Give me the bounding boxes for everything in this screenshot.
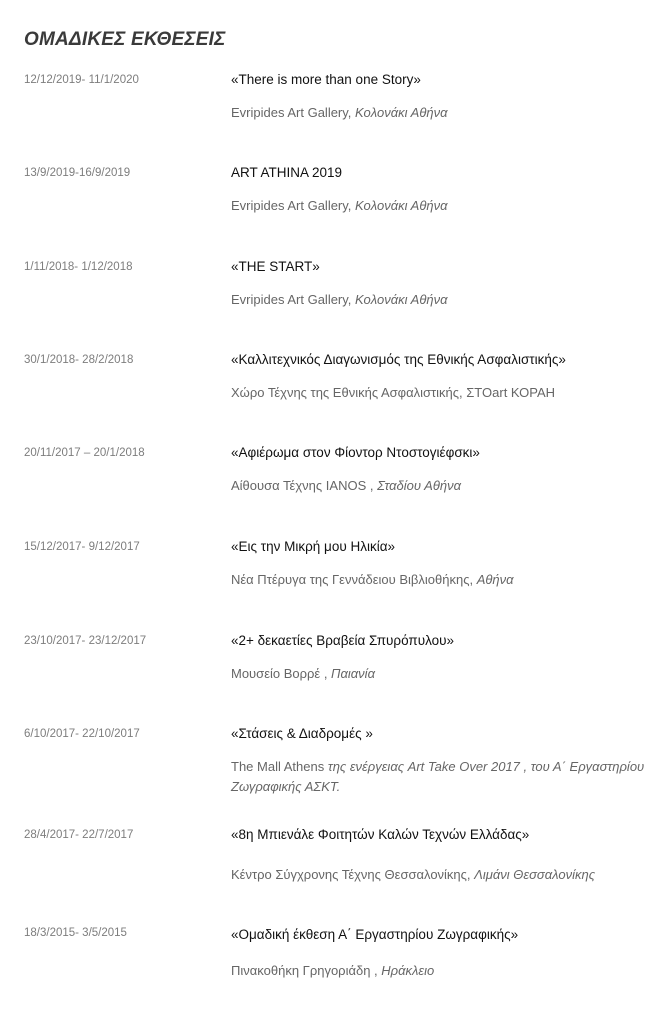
- exhibition-date: 13/9/2019-16/9/2019: [24, 167, 131, 179]
- exhibition-title: «Εις την Μικρή μου Ηλικία»: [231, 539, 396, 554]
- section-heading: ΟΜΑΔΙΚΕΣ ΕΚΘΕΣΕΙΣ: [24, 29, 226, 50]
- exhibition-date: 1/11/2018- 1/12/2018: [24, 261, 133, 273]
- venue-place: Σταδίου Αθήνα: [377, 478, 462, 493]
- exhibition-title: «2+ δεκαετίες Βραβεία Σπυρόπυλου»: [231, 633, 455, 648]
- exhibition-venue: [231, 664, 651, 684]
- venue-name: Χώρο Τέχνης της Εθνικής Ασφαλιστικής, ΣΤΟart ΚΟΡΑΗ: [231, 385, 556, 400]
- venue-name: Μουσείο Βορρέ ,: [231, 666, 332, 681]
- exhibition-title: ART ATHINA 2019: [231, 165, 343, 180]
- exhibition-date: 6/10/2017- 22/10/2017: [24, 728, 140, 740]
- venue-place: Αθήνα: [476, 572, 514, 587]
- exhibition-title: «8η Μπιενάλε Φοιτητών Καλών Τεχνών Ελλάδας»: [231, 827, 530, 842]
- exhibition-date: 28/4/2017- 22/7/2017: [24, 829, 134, 841]
- exhibition-date: 18/3/2015- 3/5/2015: [24, 927, 127, 939]
- exhibition-venue: [231, 570, 651, 590]
- venue-name: Πινακοθήκη Γρηγοριάδη ,: [231, 963, 382, 978]
- exhibition-title: «There is more than one Story»: [231, 72, 421, 87]
- venue-place: Ηράκλειο: [381, 963, 435, 978]
- exhibition-date: 12/12/2019- 11/1/2020: [24, 74, 139, 86]
- venue-name: Κέντρο Σύγχρονης Τέχνης Θεσσαλονίκης,: [231, 867, 475, 882]
- venue-name: Αίθουσα Τέχνης ΙΑΝΟS ,: [231, 478, 378, 493]
- exhibition-title: «Ομαδική έκθεση Α΄ Εργαστηρίου Ζωγραφικής»: [231, 927, 519, 942]
- exhibition-venue: [231, 865, 651, 885]
- exhibition-title: «Στάσεις & Διαδρομές »: [231, 726, 373, 741]
- venue-name: Evripides Art Gallery,: [231, 105, 356, 120]
- venue-place: Κολονάκι Αθήνα: [355, 198, 448, 213]
- exhibition-venue: [231, 383, 651, 403]
- venue-place: της ενέργειας Art Take Over 2017 , του Α΄ Εργαστηρίου Ζωγραφικής ΑΣΚΤ.: [231, 759, 645, 794]
- exhibition-title: «Καλλιτεχνικός Διαγωνισμός της Εθνικής Ασφαλιστικής»: [231, 352, 566, 367]
- exhibition-venue: [231, 196, 651, 216]
- venue-place: Κολονάκι Αθήνα: [355, 105, 448, 120]
- exhibition-date: 15/12/2017- 9/12/2017: [24, 541, 140, 553]
- exhibition-title: «THE START»: [231, 259, 320, 274]
- venue-name: Evripides Art Gallery,: [231, 198, 356, 213]
- exhibition-venue: [231, 103, 651, 123]
- exhibition-venue: [231, 961, 651, 981]
- venue-place: Παιανία: [331, 666, 375, 681]
- exhibition-date: 23/10/2017- 23/12/2017: [24, 635, 147, 647]
- venue-name: Evripides Art Gallery,: [231, 292, 356, 307]
- venue-name: Νέα Πτέρυγα της Γεννάδειου Βιβλιοθήκης,: [231, 572, 477, 587]
- venue-place: Λιμάνι Θεσσαλονίκης: [474, 867, 596, 882]
- venue-name: The Mall Athens: [231, 759, 328, 774]
- venue-place: Κολονάκι Αθήνα: [355, 292, 448, 307]
- exhibition-venue: [231, 290, 651, 310]
- exhibition-venue: [231, 476, 651, 496]
- exhibition-date: 30/1/2018- 28/2/2018: [24, 354, 134, 366]
- exhibition-venue: [231, 757, 651, 797]
- exhibition-title: «Αφιέρωμα στον Φίοντορ Ντοστογιέφσκι»: [231, 445, 480, 460]
- exhibition-date: 20/11/2017 – 20/1/2018: [24, 447, 145, 459]
